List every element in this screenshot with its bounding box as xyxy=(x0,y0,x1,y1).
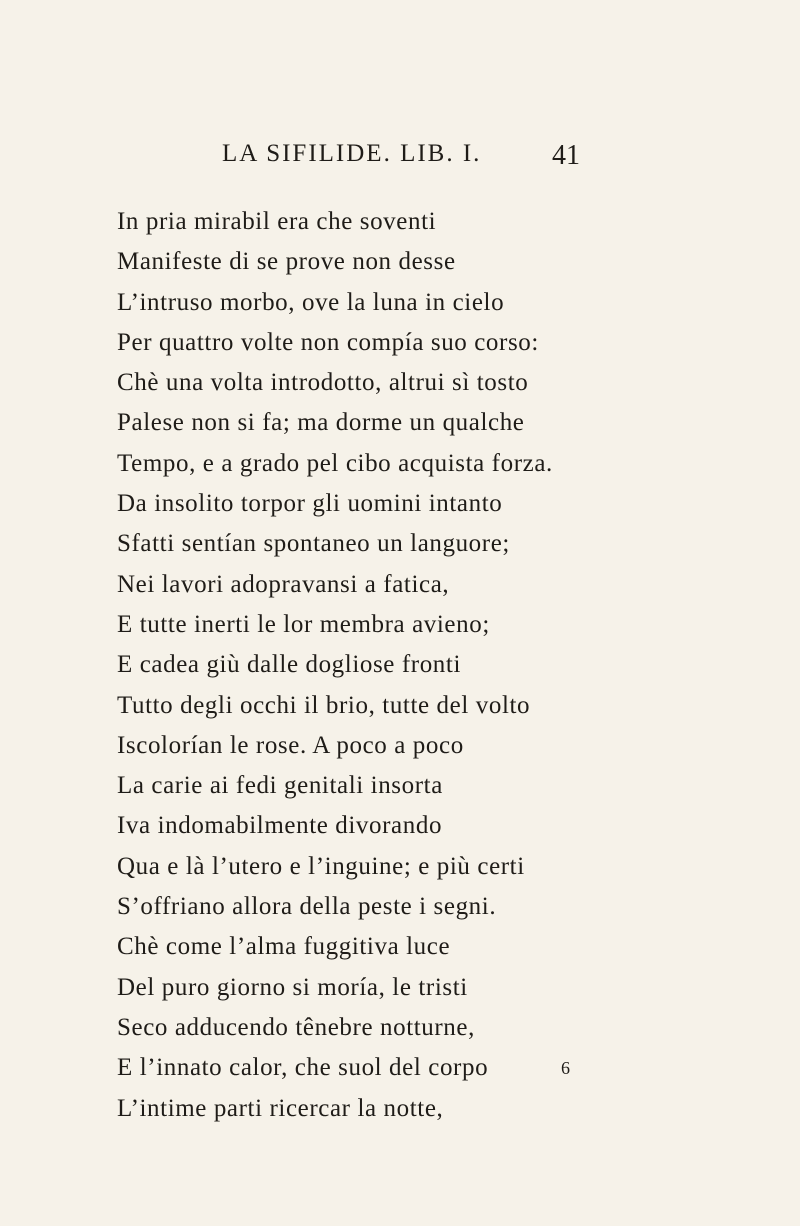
verse-line: Qua e là l’utero e l’inguine; e più certi xyxy=(117,852,525,880)
verse-line: Seco adducendo tênebre notturne, xyxy=(117,1013,475,1041)
verse-line: L’intime parti ricercar la notte, xyxy=(117,1094,444,1122)
verse-line: E tutte inerti le lor membra avieno; xyxy=(117,610,490,638)
verse-line: Chè una volta introdotto, altrui sì tosto xyxy=(117,369,529,397)
verse-line: Chè come l’alma fuggitiva luce xyxy=(117,933,451,961)
verse-line: L’intruso morbo, ove la luna in cielo xyxy=(117,288,505,316)
verse-line: S’offriano allora della peste i segni. xyxy=(117,893,497,921)
verse-line: Del puro giorno si moría, le tristi xyxy=(117,973,468,1001)
verse-line: Manifeste di se prove non desse xyxy=(117,248,456,276)
verse-line: Iva indomabilmente divorando xyxy=(117,812,443,840)
signature-mark: 6 xyxy=(561,1058,570,1078)
verse-line: Iscolorían le rose. A poco a poco xyxy=(117,731,464,759)
verse-line: La carie ai fedi genitali insorta xyxy=(117,772,443,800)
verse-line: In pria mirabil era che soventi xyxy=(117,208,437,235)
verse-line: Tutto degli occhi il brio, tutte del volto xyxy=(117,691,531,719)
verse-line: Per quattro volte non compía suo corso: xyxy=(117,328,539,356)
verse-line: Sfatti sentían spontaneo un languore; xyxy=(117,530,510,558)
running-head: LA SIFILIDE. LIB. I. xyxy=(222,140,482,167)
verse-line: E cadea giù dalle dogliose fronti xyxy=(117,651,461,679)
verse-line: Da insolito torpor gli uomini intanto xyxy=(117,490,503,518)
verse-line: Nei lavori adopravansi a fatica, xyxy=(117,570,450,598)
verse-line: Tempo, e a grado pel cibo acquista forza. xyxy=(117,449,553,477)
page-number: 41 xyxy=(552,140,580,171)
verse-line: E l’innato calor, che suol del corpo xyxy=(117,1054,489,1082)
poem-verses xyxy=(117,202,737,1129)
verse-line: Palese non si fa; ma dorme un qualche xyxy=(117,409,525,437)
